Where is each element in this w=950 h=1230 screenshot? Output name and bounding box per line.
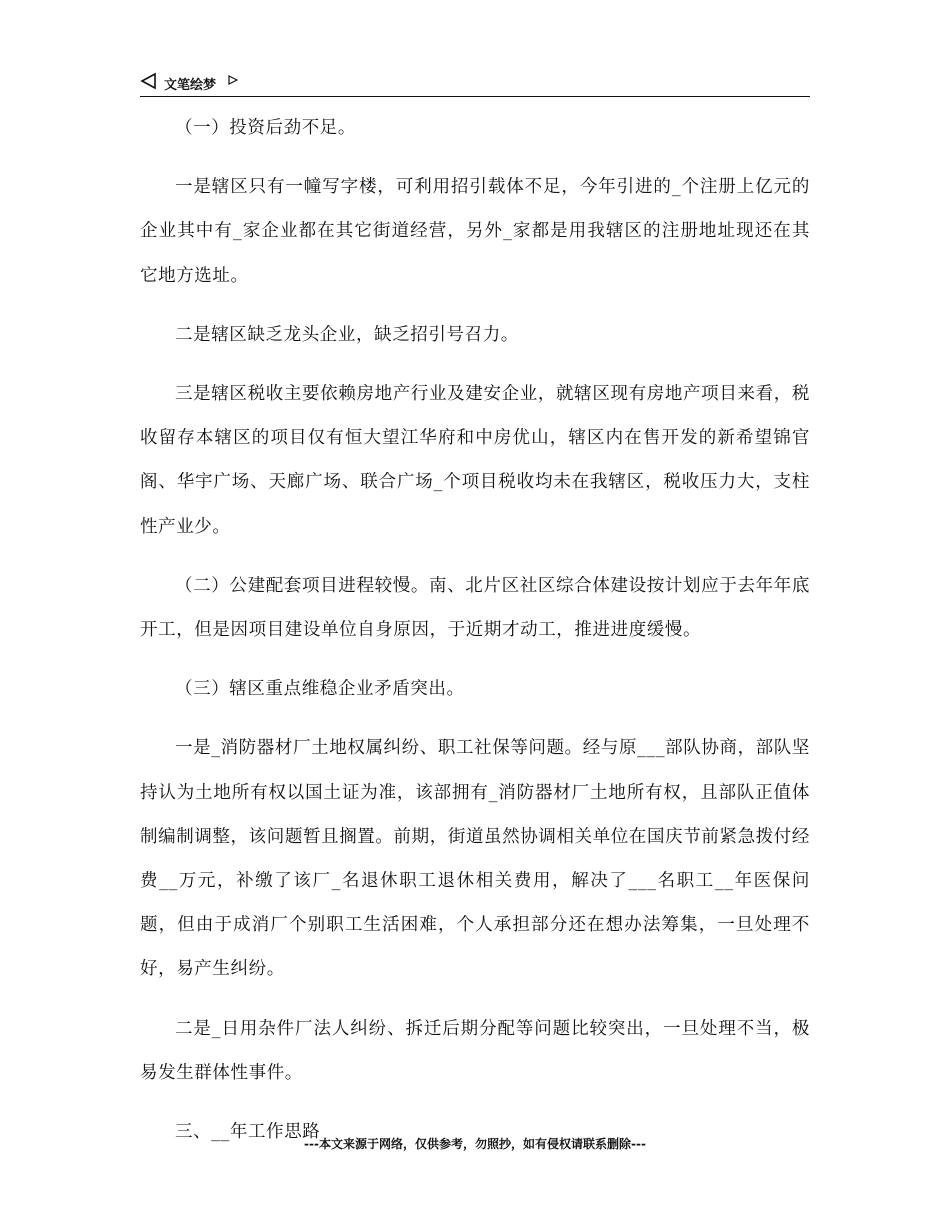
triangle-right-icon (228, 75, 238, 85)
triangle-left-icon (140, 72, 158, 90)
brand-label: 文笔绘梦 (164, 78, 217, 93)
section-heading: 三、__年工作思路 (175, 1122, 321, 1143)
paragraph: 二是辖区缺乏龙头企业，缺乏招引号召力。 (175, 324, 519, 345)
document-body (140, 106, 810, 1169)
paragraph: 三是辖区税收主要依赖房地产行业及建安企业，就辖区现有房地产项目来看，税收留存本辖区的项目仅有恒大望江华府和中房优山，辖区内在售开发的新希望锦官阁、华宇广场、天廊广场、联合广场_个项目税收均未在我辖区，税收压力大，支柱性产业少。 (140, 384, 810, 537)
paragraph: 一是_消防器材厂土地权属纠纷、职工社保等问题。经与原___部队协商，部队坚持认为土地所有权以国土证为准，该部拥有_消防器材厂土地所有权，且部队正值体制编制调整，该问题暂且搁置。前期，街道虽然协调相关单位在国庆节前紧急拨付经费__万元，补缴了该厂_名退休职工退休相关费用，解决了___名职工__年医保问题，但由于成消厂个别职工生活困难，个人承担部分还在想办法筹集，一旦处理不好，易产生纠纷。 (140, 738, 810, 980)
footer-notice: ---本文来源于网络，仅供参考，勿照抄，如有侵权请联系删除--- (304, 1137, 646, 1151)
paragraph: （三）辖区重点维稳企业矛盾突出。 (175, 679, 465, 700)
paragraph: 二是_日用杂件厂法人纠纷、拆迁后期分配等问题比较突出，一旦处理不当，极易发生群体性事件。 (140, 1018, 810, 1083)
paragraph: 一是辖区只有一幢写字楼，可利用招引载体不足，今年引进的_个注册上亿元的企业其中有_家企业都在其它街道经营，另外_家都是用我辖区的注册地址现还在其它地方选址。 (140, 177, 810, 286)
paragraph: （二）公建配套项目进程较慢。南、北片区社区综合体建设按计划应于去年年底开工，但是因项目建设单位自身原因，于近期才动工，推进进度缓慢。 (140, 575, 810, 641)
paragraph: （一）投资后劲不足。 (175, 118, 356, 138)
page-header (140, 70, 810, 97)
